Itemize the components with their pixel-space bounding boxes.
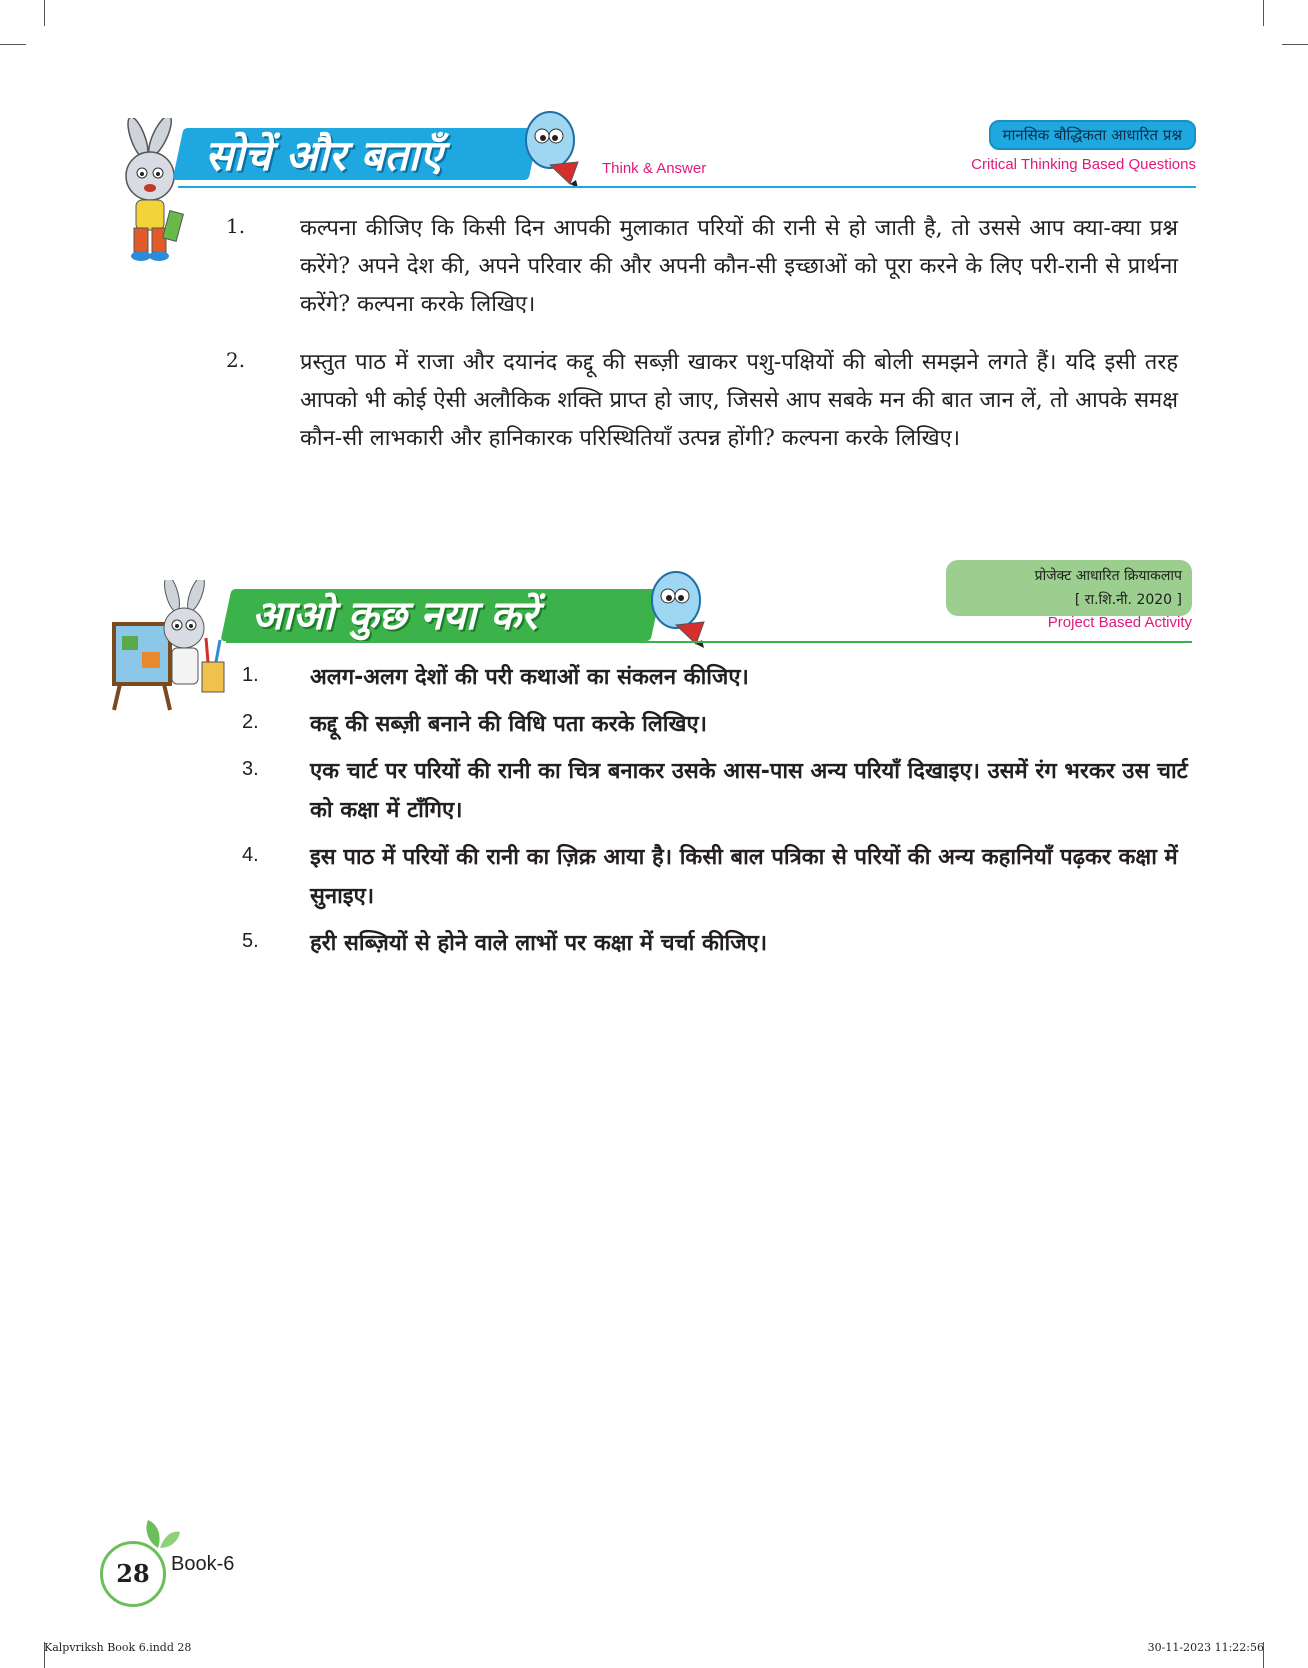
category-tag: मानसिक बौद्धिकता आधारित प्रश्न	[989, 120, 1196, 150]
crop-mark	[1263, 0, 1264, 26]
section-rule	[178, 186, 1196, 188]
activity-list	[242, 658, 1197, 971]
category-tag-english: Project Based Activity	[1047, 614, 1192, 631]
list-item	[242, 924, 1197, 963]
item-text: कद्दू की सब्ज़ी बनाने की विधि पता करके लिखिए।	[310, 712, 707, 737]
crop-mark	[0, 44, 26, 45]
category-tag	[946, 560, 1192, 616]
crop-mark	[1282, 44, 1308, 45]
item-number: 2.	[242, 711, 259, 733]
pen-mascot-icon	[646, 570, 716, 650]
item-text: एक चार्ट पर परियों की रानी का चित्र बनाकर उसके आस-पास अन्य परियाँ दिखाइए। उसमें रंग भरकर उस चार्ट को कक्षा में टाँगिए।	[310, 759, 1188, 823]
item-number: 1.	[226, 214, 246, 238]
book-label: Book-6	[171, 1553, 235, 1575]
category-tag-line: प्रोजेक्ट आधारित क्रियाकलाप	[1034, 568, 1182, 584]
section-subtitle: Think & Answer	[602, 160, 707, 177]
list-item	[242, 705, 1197, 744]
page-number: 28	[100, 1541, 166, 1607]
print-timestamp: 30-11-2023 11:22:56	[1147, 1641, 1264, 1654]
bunny-painter-icon	[110, 580, 228, 716]
crop-mark	[44, 0, 45, 26]
section-rule	[226, 641, 1192, 643]
item-text: कल्पना कीजिए कि किसी दिन आपकी मुलाकात परियों की रानी से हो जाती है, तो उससे आप क्या-क्या प्रश्न करेंगे? अपने देश की, अपने परिवार की और अपनी कौन-सी इच्छाओं को पूरा करने के लिए परी-रानी से प्रार्थना करेंगे? कल्पना करके लिखिए।	[300, 216, 1178, 317]
item-text: इस पाठ में परियों की रानी का ज़िक्र आया है। किसी बाल पत्रिका से परियों की अन्य कहानियाँ पढ़कर कक्षा में सुनाइए।	[310, 845, 1178, 909]
list-item	[242, 752, 1197, 830]
list-item	[242, 838, 1197, 916]
pen-mascot-icon	[520, 110, 590, 190]
section-title: आओ कुछ नया करें	[252, 593, 538, 639]
list-item	[242, 658, 1197, 697]
list-item	[226, 210, 1178, 324]
item-text: हरी सब्ज़ियों से होने वाले लाभों पर कक्षा में चर्चा कीजिए।	[310, 931, 768, 956]
item-number: 1.	[242, 664, 259, 686]
item-number: 4.	[242, 844, 259, 866]
question-list	[226, 210, 1178, 478]
item-number: 2.	[226, 348, 246, 372]
list-item	[226, 344, 1178, 458]
item-number: 3.	[242, 758, 259, 780]
item-text: अलग-अलग देशों की परी कथाओं का संकलन कीजिए।	[310, 665, 749, 690]
section-title: सोचें और बताएँ	[205, 131, 443, 180]
print-slug: Kalpvriksh Book 6.indd 28	[44, 1641, 192, 1654]
category-tag-english: Critical Thinking Based Questions	[971, 156, 1196, 173]
item-number: 5.	[242, 930, 259, 952]
item-text: प्रस्तुत पाठ में राजा और दयानंद कद्दू की सब्ज़ी खाकर पशु-पक्षियों की बोली समझने लगते हैं। यदि इसी तरह आपको भी कोई ऐसी अलौकिक शक्ति प्राप्त हो जाए, जिससे आप सबके मन की बात जान लें, तो आपके समक्ष कौन-सी लाभकारी और हानिकारक परिस्थितियाँ उत्पन्न होंगी? कल्पना करके लिखिए।	[300, 350, 1178, 451]
category-tag-line: [ रा.शि.नी. 2020 ]	[1074, 592, 1182, 608]
bunny-mascot-icon	[108, 118, 190, 268]
